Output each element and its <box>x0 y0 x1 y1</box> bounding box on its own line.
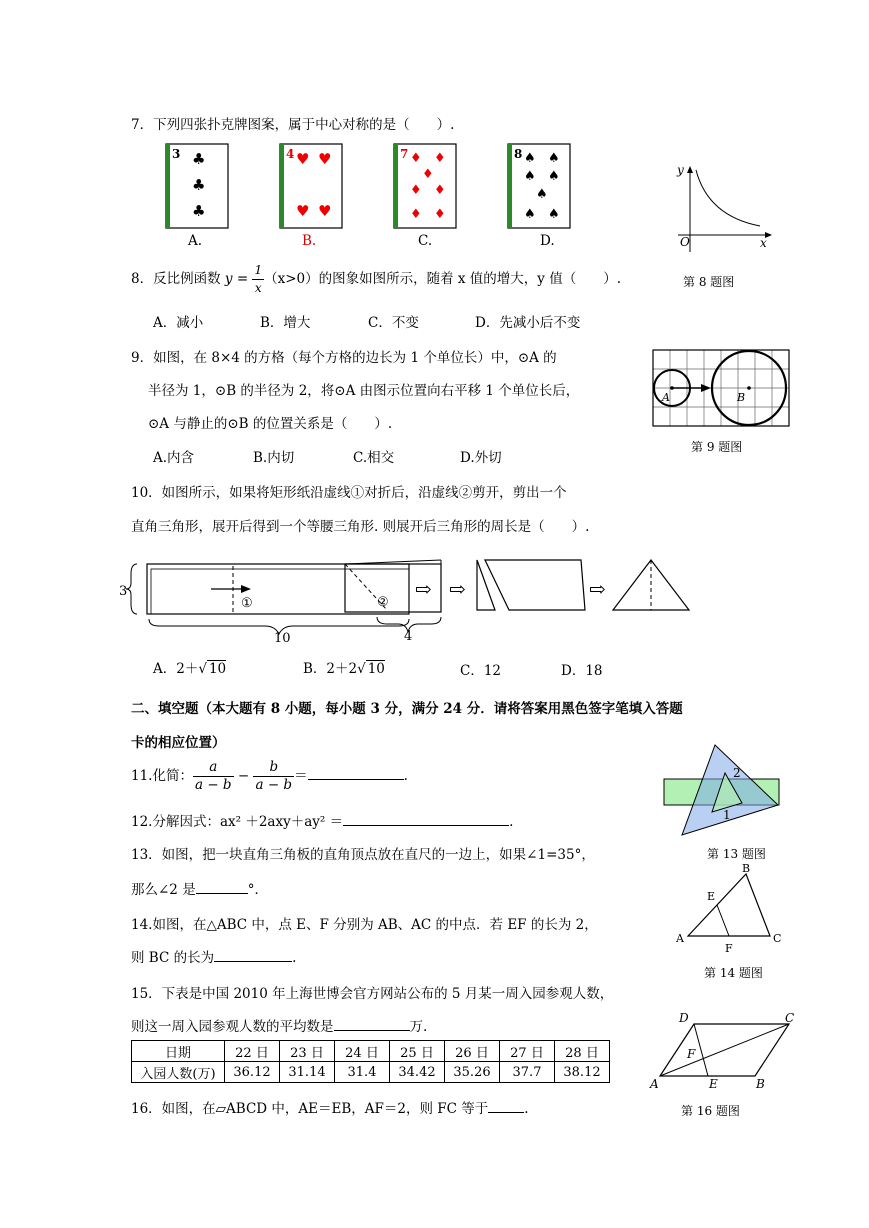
card-c <box>394 144 456 228</box>
table-header-cell: 25 日 <box>390 1041 445 1062</box>
q12 <box>131 810 513 830</box>
fig14-triangle <box>672 860 782 955</box>
q10-option-d: D．18 <box>561 663 603 679</box>
card-c-suit-3: ♦ <box>422 167 434 182</box>
q12-pre: 12.分解因式：ax² ＋2axy＋ay² ＝ <box>131 814 344 830</box>
card-c-rank: 7 <box>400 147 409 161</box>
q14-line-1: 14.如图，在△ABC 中，点 E、F 分别为 AB、AC 的中点．若 EF 的长为 2， <box>131 917 598 933</box>
q14-answer-blank[interactable] <box>214 949 292 962</box>
fig9-caption: 第 9 题图 <box>691 440 743 454</box>
table-cell: 38.12 <box>555 1062 610 1083</box>
card-d-suit-5: ♠ <box>536 187 548 202</box>
card-c-suit-2: ♦ <box>434 151 446 166</box>
fig10-width-label: 10 <box>274 631 291 642</box>
q10-option-c: C．12 <box>460 663 502 679</box>
q9-line-3: ⊙A 与静止的⊙B 的位置关系是（ ）. <box>148 416 393 432</box>
q11-den-1: a − b <box>194 777 232 793</box>
table-cell: 34.42 <box>390 1062 445 1083</box>
q9-line-1: 9．如图，在 8×4 的方格（每个方格的边长为 1 个单位长）中，⊙A 的 <box>131 350 557 366</box>
fig16-c-label: C <box>785 1011 795 1025</box>
q16-pre: 16．如图，在▱ABCD 中，AE＝EB，AF＝2，则 FC 等于 <box>131 1101 489 1117</box>
fig14-b-label: B <box>742 862 751 875</box>
fig10-folding <box>115 552 695 642</box>
fig14-f-label: F <box>725 942 733 955</box>
fig13-angle-2-label: 2 <box>733 766 741 780</box>
fig8-origin-label: O <box>680 235 690 249</box>
q15-visitor-table <box>131 1040 610 1083</box>
table-cell: 36.12 <box>225 1062 280 1083</box>
card-d <box>508 144 570 228</box>
card-a-suit-3: ♣ <box>192 202 206 220</box>
table-header-cell: 24 日 <box>335 1041 390 1062</box>
q11-fraction-2 <box>253 759 294 794</box>
q8-eq: = <box>232 271 253 287</box>
q13-pre: 那么∠2 是 <box>131 882 196 898</box>
card-c-suit-6: ♦ <box>410 207 422 222</box>
fig8-x-label: x <box>760 236 767 250</box>
card-c-suit-7: ♦ <box>434 207 446 222</box>
table-row <box>132 1062 610 1083</box>
q8-num: 1 <box>252 262 264 280</box>
fig16-caption: 第 16 题图 <box>681 1104 740 1118</box>
q8-option-b: B．增大 <box>260 315 311 331</box>
fig14-caption: 第 14 题图 <box>704 966 763 980</box>
q10-option-b-radicand: 10 <box>367 661 385 677</box>
q10-option-b-pre: B．2＋2 <box>303 661 358 677</box>
fig10-circle-1: ① <box>241 596 253 611</box>
fig16-f-label: F <box>687 1047 696 1061</box>
fig9-grid <box>651 348 793 430</box>
card-a-rank: 3 <box>172 147 181 161</box>
card-a-suit-1: ♣ <box>192 150 206 168</box>
q14-line-2 <box>131 946 296 966</box>
fig9-a-label: A <box>662 391 670 404</box>
option-a-label: A. <box>188 233 203 249</box>
q11-minus: − <box>237 768 250 784</box>
q8-pre: 8．反比例函数 <box>131 271 225 287</box>
q7-cards <box>160 140 600 235</box>
table-header-cell: 28 日 <box>555 1041 610 1062</box>
q12-answer-blank[interactable] <box>343 813 509 826</box>
card-a <box>166 144 228 228</box>
q11-pre: 11.化简： <box>131 768 193 784</box>
card-b-suit-3: ♥ <box>296 202 310 220</box>
card-a-suit-2: ♣ <box>192 176 206 194</box>
q10-option-a <box>153 657 226 677</box>
fig10-arrow-2: ⇨ <box>449 577 466 601</box>
q14-end: . <box>292 950 297 966</box>
fig13-caption: 第 13 题图 <box>707 847 766 861</box>
sqrt-icon: √ <box>357 661 366 677</box>
fig14-e-label: E <box>707 890 716 903</box>
q11-num-1: a <box>193 759 234 777</box>
fig10-height-label: 3 <box>119 584 128 599</box>
table-cell: 31.4 <box>335 1062 390 1083</box>
q10-option-a-pre: A．2＋ <box>153 661 199 677</box>
q11-fraction-1 <box>193 759 234 794</box>
q8-option-d: D．先减小后不变 <box>475 315 581 331</box>
card-b <box>280 144 342 228</box>
q8-option-a: A．减小 <box>153 315 204 331</box>
q9-option-b: B.内切 <box>253 450 295 466</box>
card-c-suit-4: ♦ <box>410 183 422 198</box>
q7-stem: 7．下列四张扑克牌图案，属于中心对称的是（ ）. <box>131 117 455 133</box>
q15-end: 万. <box>409 1019 428 1035</box>
fig10-sub-width-label: 4 <box>404 629 413 642</box>
card-b-rank: 4 <box>286 147 295 161</box>
section2-heading-line2: 卡的相应位置） <box>131 735 226 751</box>
fig16-d-label: D <box>679 1011 689 1025</box>
q10-line-1: 10．如图所示，如果将矩形纸沿虚线①对折后，沿虚线②剪开，剪出一个 <box>131 485 567 501</box>
table-cell: 入园人数(万) <box>132 1062 225 1083</box>
card-d-suit-4: ♠ <box>548 169 560 184</box>
q11-eq: ＝ <box>294 768 308 784</box>
fig16-b-label: B <box>756 1077 765 1091</box>
q16-answer-blank[interactable] <box>488 1100 524 1113</box>
q11-end: . <box>403 768 408 784</box>
card-d-suit-2: ♠ <box>548 151 560 166</box>
fig16-e-label: E <box>709 1077 718 1091</box>
q13-line-1: 13．如图，把一块直角三角板的直角顶点放在直尺的一边上，如果∠1=35°， <box>131 847 595 863</box>
q10-option-b <box>303 657 385 677</box>
q13-end: °． <box>247 882 268 898</box>
sqrt-icon: √ <box>198 661 207 677</box>
q13-answer-blank[interactable] <box>196 881 248 894</box>
fig10-arrow-1: ⇨ <box>415 577 432 601</box>
fig14-c-label: C <box>773 932 782 945</box>
fig8-graph <box>650 160 780 260</box>
section2-heading-line1: 二、填空题（本大题有 8 小题，每小题 3 分，满分 24 分．请将答案用黑色签字笔填入答题 <box>131 701 683 717</box>
card-c-suit-1: ♦ <box>410 151 422 166</box>
fig8-y-label: y <box>677 163 684 177</box>
table-cell: 35.26 <box>445 1062 500 1083</box>
option-c-label: C. <box>418 233 433 249</box>
q11-num-2: b <box>253 759 294 777</box>
table-row <box>132 1041 610 1062</box>
q8-y: y <box>224 271 233 287</box>
q12-end: . <box>509 814 514 830</box>
q10-option-a-radicand: 10 <box>208 661 227 677</box>
card-d-suit-7: ♠ <box>548 207 560 222</box>
fig16-a-label: A <box>650 1077 659 1091</box>
q11-den-2: a − b <box>255 777 293 793</box>
q15-line-1: 15．下表是中国 2010 年上海世博会官方网站公布的 5 月某一周入园参观人数， <box>131 986 614 1002</box>
fig13-angle-1-label: 1 <box>723 808 731 822</box>
q11 <box>131 758 408 794</box>
q8-fraction <box>252 262 264 297</box>
card-d-rank: 8 <box>514 147 523 161</box>
card-d-suit-6: ♠ <box>524 207 536 222</box>
card-c-suit-5: ♦ <box>434 183 446 198</box>
q16 <box>131 1097 529 1117</box>
q8-option-c: C．不变 <box>368 315 419 331</box>
q11-answer-blank[interactable] <box>308 767 404 780</box>
table-header-cell: 日期 <box>132 1041 225 1062</box>
q9-option-c: C.相交 <box>353 450 395 466</box>
fig10-arrow-3: ⇨ <box>589 577 606 601</box>
table-header-cell: 27 日 <box>500 1041 555 1062</box>
fig13-ruler-triangle <box>662 742 782 838</box>
fig9-b-label: B <box>737 391 746 404</box>
table-cell: 31.14 <box>280 1062 335 1083</box>
table-header-cell: 22 日 <box>225 1041 280 1062</box>
card-b-suit-4: ♥ <box>318 202 332 220</box>
card-b-suit-1: ♥ <box>296 150 310 168</box>
q15-line-2 <box>131 1015 427 1035</box>
card-d-suit-3: ♠ <box>524 169 536 184</box>
table-cell: 37.7 <box>500 1062 555 1083</box>
fig14-a-label: A <box>676 932 684 945</box>
q8-post: （x>0）的图象如图所示，随着 x 值的增大，y 值（ ）. <box>264 271 621 287</box>
q8-den: x <box>254 281 262 295</box>
table-header-cell: 26 日 <box>445 1041 500 1062</box>
q14-pre: 则 BC 的长为 <box>131 950 215 966</box>
table-header-cell: 23 日 <box>280 1041 335 1062</box>
q13-line-2 <box>131 878 268 898</box>
option-d-label: D. <box>540 233 555 249</box>
q9-option-d: D.外切 <box>460 450 502 466</box>
card-b-suit-2: ♥ <box>318 150 332 168</box>
fig16-parallelogram <box>646 1008 801 1092</box>
fig10-circle-2: ② <box>377 595 389 610</box>
q9-line-2: 半径为 1，⊙B 的半径为 2，将⊙A 由图示位置向右平移 1 个单位长后， <box>148 383 580 399</box>
q9-option-a: A.内含 <box>153 450 195 466</box>
q16-end: . <box>524 1101 529 1117</box>
q15-answer-blank[interactable] <box>334 1018 410 1031</box>
q10-line-2: 直角三角形，展开后得到一个等腰三角形. 则展开后三角形的周长是（ ）. <box>131 519 590 535</box>
q15-pre: 则这一周入园参观人数的平均数是 <box>131 1019 334 1035</box>
q8-stem <box>131 262 621 297</box>
fig8-caption: 第 8 题图 <box>683 275 735 289</box>
card-d-suit-1: ♠ <box>524 151 536 166</box>
option-b-label: B. <box>302 233 317 249</box>
